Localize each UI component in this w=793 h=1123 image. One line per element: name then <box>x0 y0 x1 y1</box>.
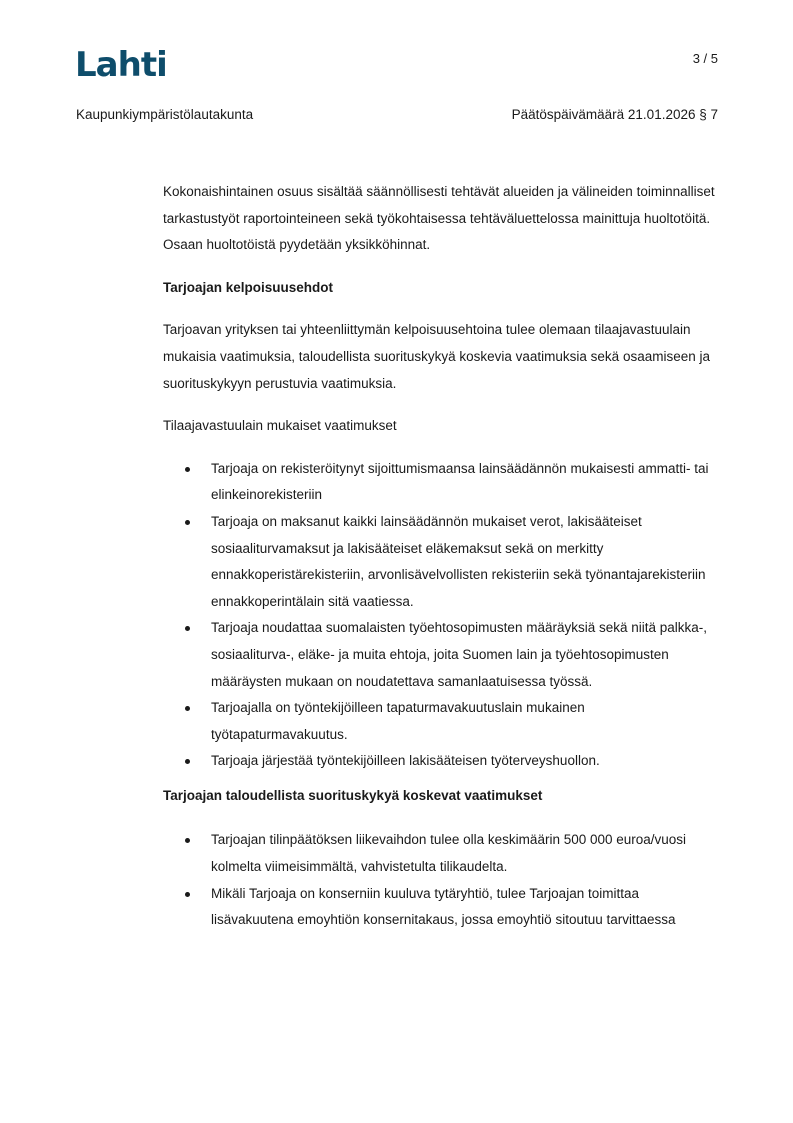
subsection-heading-contractor-liability: Tilaajavastuulain mukaiset vaatimukset <box>163 418 397 434</box>
list-item-text: Tarjoaja järjestää työntekijöilleen lakisääteisen työterveyshuollon. <box>211 753 600 769</box>
bullet-icon <box>185 626 190 631</box>
document-body <box>163 179 723 942</box>
section-heading-financial: Tarjoajan taloudellista suorituskykyä koskevat vaatimukset <box>163 787 543 803</box>
list-item <box>163 748 723 775</box>
list-item <box>163 615 723 695</box>
list-item <box>163 695 723 748</box>
list-item-text: Tarjoajan tilinpäätöksen liikevaihdon tulee olla keskimäärin 500 000 euroa/vuosi kolmelta viimeisimmältä, vahvistetulta tilikaudelta. <box>211 832 687 875</box>
list-item <box>163 456 723 509</box>
bullet-icon <box>185 520 190 525</box>
eligibility-paragraph: Tarjoavan yrityksen tai yhteenliittymän kelpoisuusehtoina tulee olemaan tilaajavastuulain mukaisia vaatimuksia, taloudellista suorituskykyä koskevia vaatimuksia sekä osaamiseen ja suorituskykyyn perustuvia vaatimuksia. <box>163 322 710 391</box>
list-item <box>163 509 723 615</box>
committee-name: Kaupunkiympäristölautakunta <box>76 107 254 122</box>
list-item-text: Tarjoaja on maksanut kaikki lainsäädännön mukaiset verot, lakisääteiset sosiaaliturvamaksut ja lakisääteiset eläkemaksut sekä on merkitty ennakkoperistärekisteriin, arvonlisävelvollisten rekisteriin sekä työnantajarekisteriin ennakkoperintälain sitä vaatiessa. <box>211 513 706 609</box>
intro-paragraph: Kokonaishintainen osuus sisältää säännöllisesti tehtävät alueiden ja välineiden toiminnalliset tarkastustyöt raportointeineen sekä työkohtaisessa tehtäväluettelossa mainittuja huoltotöitä. Osaan huoltotöistä pyydetään yksikköhinnat. <box>163 184 715 253</box>
lahti-logo: Lahti <box>75 45 167 85</box>
list-item <box>163 881 723 934</box>
section-heading-eligibility: Tarjoajan kelpoisuusehdot <box>163 279 334 295</box>
list-item-text: Tarjoajalla on työntekijöilleen tapaturmavakuutuslain mukainen työtapaturmavakuutus. <box>211 700 585 742</box>
bullet-icon <box>185 838 190 843</box>
list-item-text: Tarjoaja noudattaa suomalaisten työehtosopimusten määräyksiä sekä niitä palkka-, sosiaaliturva-, eläke- ja muita ehtoja, joita Suomen lain ja työehtosopimusten määräysten mukaan on noudatettava samanlaatuisessa työssä. <box>211 620 708 689</box>
list-item-text: Tarjoaja on rekisteröitynyt sijoittumismaansa lainsäädännön mukaisesti ammatti- tai elinkeinorekisteriin <box>211 460 709 503</box>
list-item <box>163 827 723 880</box>
bullet-icon <box>185 759 190 764</box>
bullet-icon <box>185 467 190 472</box>
list-item-text: Mikäli Tarjoaja on konserniin kuuluva tytäryhtiö, tulee Tarjoajan toimittaa lisävakuutena emoyhtiön konsernitakaus, jossa emoyhtiö sitoutuu tarvittaessa <box>211 885 676 928</box>
decision-date: Päätöspäivämäärä 21.01.2026 § 7 <box>511 107 718 122</box>
financial-requirements-list <box>163 827 723 933</box>
page-number: 3 / 5 <box>692 51 718 66</box>
bullet-icon <box>185 892 190 897</box>
contractor-liability-list <box>163 456 723 775</box>
bullet-icon <box>185 706 190 711</box>
